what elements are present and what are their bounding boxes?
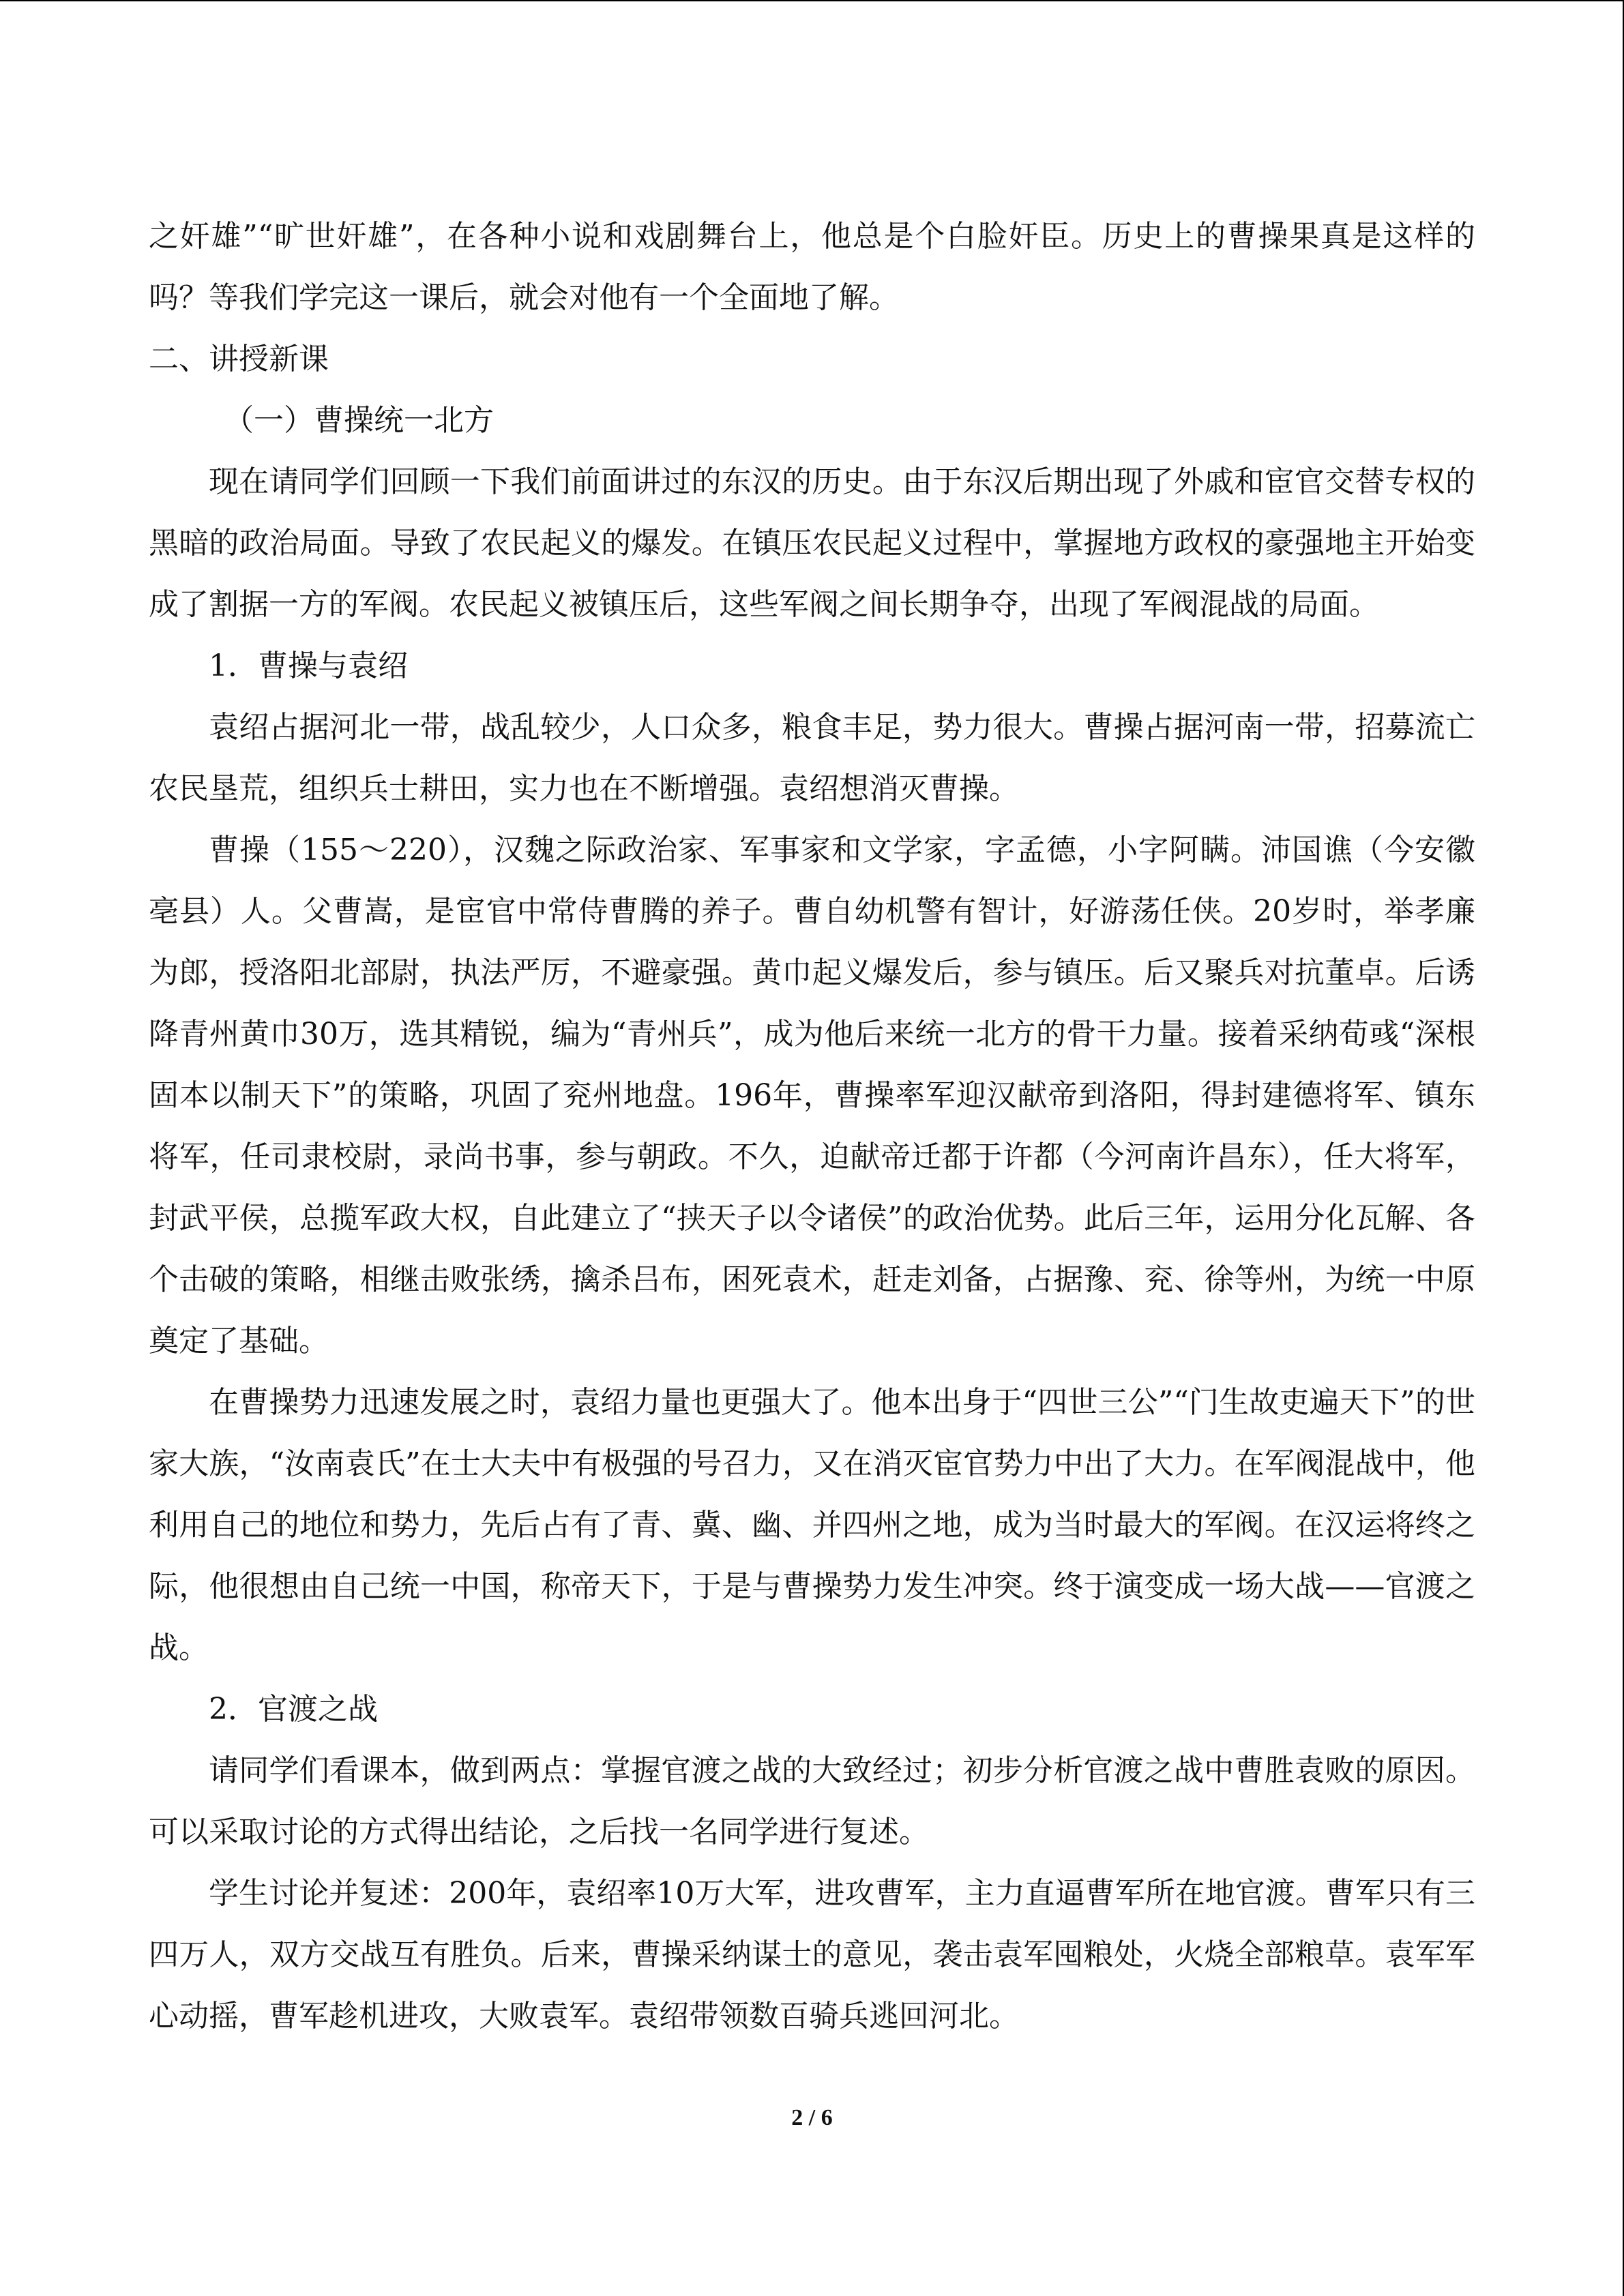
topic-heading-guandu-battle: 2．官渡之战 xyxy=(209,1692,378,1727)
section-heading-new-lesson: 二、讲授新课 xyxy=(149,342,329,376)
paragraph-caocao-biography: 曹操（155～220），汉魏之际政治家、军事家和文学家，字孟德，小字阿瞒。沛国谯（今安徽亳县）人。父曹嵩，是宦官中常侍曹腾的养子。曹自幼机警有智计，好游荡任侠。20岁时，举孝廉为郎，授洛阳北部尉，执法严厉，不避豪强。黄巾起义爆发后，参与镇压。后又聚兵对抗董卓。后诱降青州黄巾30万，选其精锐，编为“青州兵”，成为他后来统一北方的骨干力量。接着采纳荀彧“深根固本以制天下”的策略，巩固了兖州地盘。196年，曹操率军迎汉献帝到洛阳，得封建德将军、镇东将军，任司隶校尉，录尚书事，参与朝政。不久，迫献帝迁都于许都（今河南许昌东），任大将军，封武平侯，总揽军政大权，自此建立了“挟天子以令诸侯”的政治优势。此后三年，运用分化瓦解、各个击破的策略，相继击败张绣，擒杀吕布，困死袁术，赶走刘备，占据豫、兖、徐等州，为统一中原奠定了基础。 xyxy=(149,833,1475,1358)
paragraph-yuanshao-power: 在曹操势力迅速发展之时，袁绍力量也更强大了。他本出身于“四世三公”“门生故吏遍天下”的世家大族，“汝南袁氏”在士大夫中有极强的号召力，又在消灭宦官势力中出了大力。在军阀混战中，他利用自己的地位和势力，先后占有了青、冀、幽、并四州之地，成为当时最大的军阀。在汉运将终之际，他很想由自己统一中国，称帝天下，于是与曹操势力发生冲突。终于演变成一场大战——官渡之战。 xyxy=(149,1385,1475,1665)
page-body xyxy=(149,206,1475,2047)
subsection-heading-caocao-unifies-north: （一）曹操统一北方 xyxy=(224,403,494,438)
paragraph-reading-task: 请同学们看课本，做到两点：掌握官渡之战的大致经过；初步分析官渡之战中曹胜袁败的原因。可以采取讨论的方式得出结论，之后找一名同学进行复述。 xyxy=(149,1753,1475,1849)
paragraph-yuanshao-hebei: 袁绍占据河北一带，战乱较少，人口众多，粮食丰足，势力很大。曹操占据河南一带，招募流亡农民垦荒，组织兵士耕田，实力也在不断增强。袁绍想消灭曹操。 xyxy=(149,710,1475,806)
paragraph-student-retelling: 学生讨论并复述：200年，袁绍率10万大军，进攻曹军，主力直逼曹军所在地官渡。曹军只有三四万人，双方交战互有胜负。后来，曹操采纳谋士的意见，袭击袁军囤粮处，火烧全部粮草。袁军军心动摇，曹军趁机进攻，大败袁军。袁绍带领数百骑兵逃回河北。 xyxy=(149,1876,1475,2033)
paragraph-eastern-han-review: 现在请同学们回顾一下我们前面讲过的东汉的历史。由于东汉后期出现了外戚和宦官交替专权的黑暗的政治局面。导致了农民起义的爆发。在镇压农民起义过程中，掌握地方政权的豪强地主开始变成了割据一方的军阀。农民起义被镇压后，这些军阀之间长期争夺，出现了军阀混战的局面。 xyxy=(149,464,1475,622)
page-number: 2 / 6 xyxy=(791,2105,833,2130)
paragraph-intro-continued: 之奸雄”“旷世奸雄”，在各种小说和戏剧舞台上，他总是个白脸奸臣。历史上的曹操果真是这样的吗？等我们学完这一课后，就会对他有一个全面地了解。 xyxy=(149,219,1475,315)
topic-heading-caocao-yuanshao: 1．曹操与袁绍 xyxy=(209,648,408,683)
